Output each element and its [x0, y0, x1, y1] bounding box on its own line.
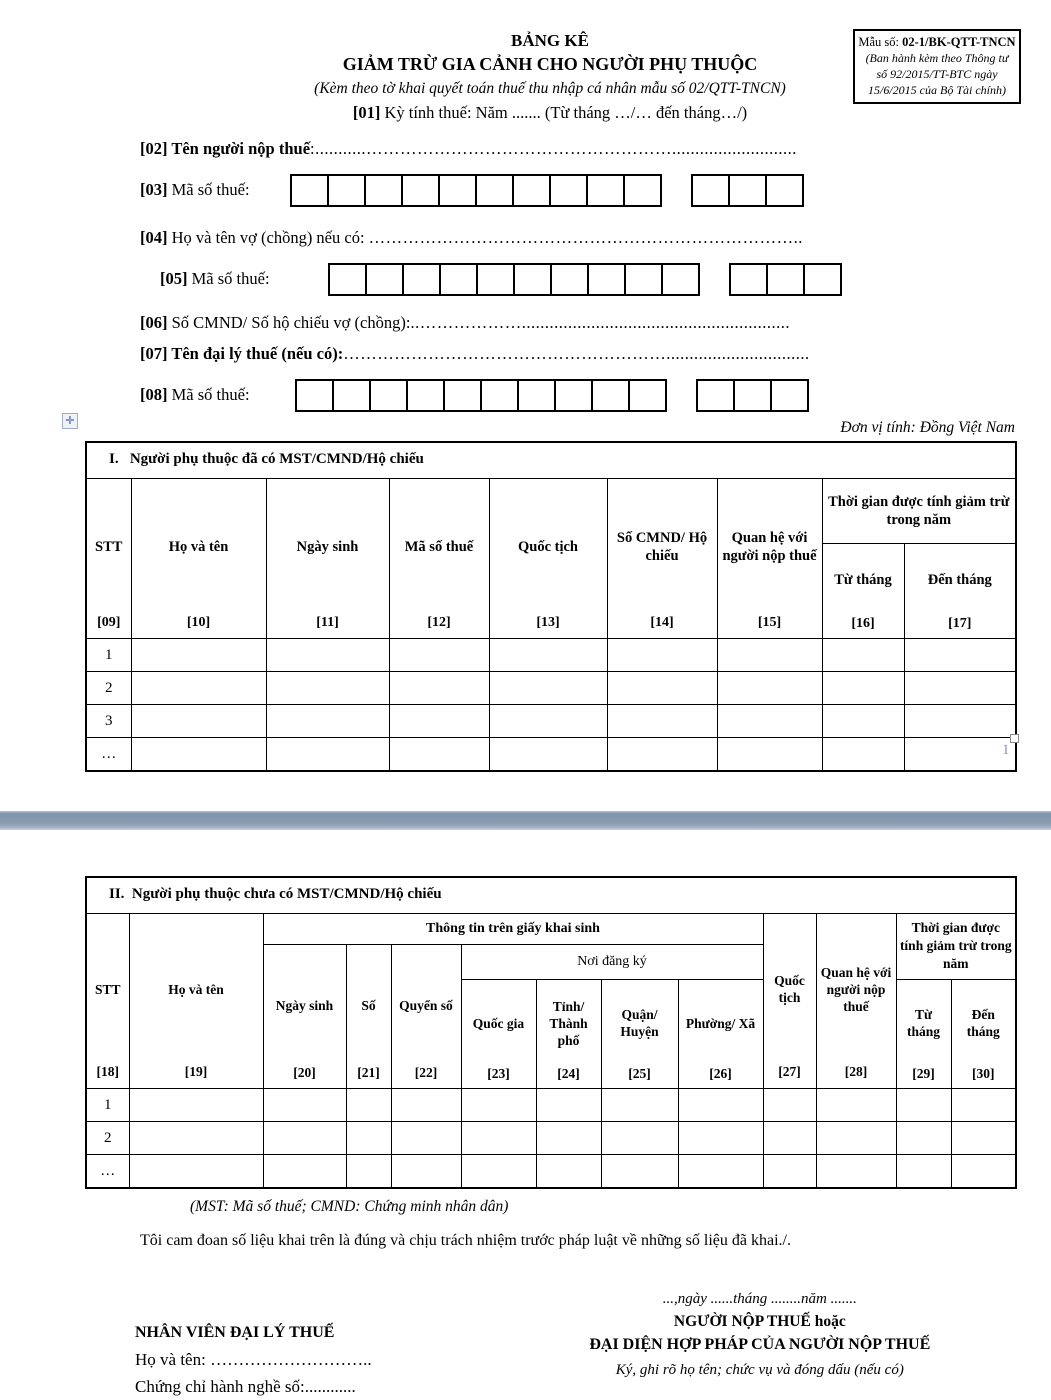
col-label: Tỉnh/ Thành phố [549, 998, 588, 1048]
tax-agent-cert-line[interactable]: Chứng chỉ hành nghề số:............ [135, 1377, 356, 1396]
table-cell[interactable] [129, 1122, 263, 1155]
mst-digit-box[interactable] [406, 379, 445, 412]
table-cell[interactable] [489, 738, 607, 772]
mst-digit-box[interactable] [332, 379, 371, 412]
col-number: [24] [557, 1066, 580, 1081]
table-cell[interactable] [601, 1122, 678, 1155]
table-dependents-without-id [85, 876, 1017, 1189]
form-box-note-3: 15/6/2015 của Bộ Tài chính) [868, 83, 1006, 97]
table2-group-birth-certificate [263, 914, 763, 945]
table-cell[interactable] [263, 1155, 346, 1189]
field-02-taxpayer-name [140, 137, 1015, 161]
mst-digit-box[interactable] [364, 174, 403, 207]
form-number-code: 02-1/BK-QTT-TNCN [902, 35, 1016, 49]
col-label: Quan hệ với người nộp thuế [722, 530, 817, 564]
table-cell[interactable] [951, 1122, 1016, 1155]
mst-digit-box[interactable] [438, 174, 477, 207]
table-dependents-with-id [85, 441, 1017, 772]
field-05-mst-boxes-main [328, 263, 700, 296]
table-cell[interactable] [951, 1155, 1016, 1189]
field-06-fill-line[interactable]: ..……………….......................................................... [410, 313, 790, 332]
table-cell[interactable] [346, 1089, 391, 1122]
mst-digit-box[interactable] [766, 263, 805, 296]
mst-digit-box[interactable] [624, 263, 663, 296]
table-cell[interactable] [346, 1155, 391, 1189]
table-cell[interactable] [389, 639, 489, 672]
row-index: 2 [86, 672, 131, 705]
col-number: [15] [757, 615, 782, 630]
table2-section-title: II. Người phụ thuộc chưa có MST/CMND/Hộ chiếu [86, 877, 1016, 914]
table-cell[interactable] [601, 1155, 678, 1189]
table-cell[interactable] [461, 1155, 536, 1189]
col-number: [13] [536, 615, 560, 630]
table-cell[interactable] [266, 738, 389, 772]
col-label: Đến tháng [966, 1007, 1000, 1039]
mst-digit-box[interactable] [733, 379, 772, 412]
col-number: [25] [628, 1066, 651, 1081]
field-07-number: [07] [140, 344, 168, 363]
table-cell[interactable] [266, 705, 389, 738]
mst-digit-box[interactable] [803, 263, 842, 296]
table-cell[interactable] [822, 672, 904, 705]
col-label: Quốc tịch [517, 539, 578, 555]
field-03-label-wrap [140, 180, 290, 200]
table-cell[interactable] [391, 1089, 461, 1122]
field-06-spouse-id [140, 311, 1015, 335]
table-cell[interactable] [678, 1122, 763, 1155]
group-label: Thời gian được tính giảm trừ trong năm [899, 920, 1012, 971]
col-label: STT [94, 981, 121, 997]
field-08-label-wrap [140, 385, 295, 405]
table-cell[interactable] [389, 738, 489, 772]
field-08-mst-boxes-main [295, 379, 667, 412]
table-resize-handle[interactable] [1010, 734, 1019, 743]
table-cell[interactable] [763, 1155, 816, 1189]
mst-digit-box[interactable] [554, 379, 593, 412]
table1-col-from-month [822, 544, 904, 639]
table-cell[interactable] [131, 738, 266, 772]
col-label: Họ và tên [168, 981, 224, 997]
tax-period-text[interactable]: Kỳ tính thuế: Năm ....... (Từ tháng …/… đến tháng…/) [380, 103, 748, 122]
field-03-number: [03] [140, 180, 168, 199]
field-03-label: Mã số thuế: [167, 180, 250, 199]
table2-col-nationality [763, 914, 816, 1089]
col-number: [14] [650, 615, 674, 630]
table2-group-deduction-period [896, 914, 1016, 980]
mst-digit-box[interactable] [401, 174, 440, 207]
form-box-note-1: (Ban hành kèm theo Thông tư [865, 51, 1009, 65]
mst-digit-box[interactable] [587, 263, 626, 296]
col-label: Số CMND/ Hộ chiếu [616, 530, 708, 564]
field-07-fill-line[interactable]: …………………………………………………............................... [343, 344, 810, 363]
field-04-number: [04] [140, 228, 168, 247]
mst-digit-box[interactable] [729, 263, 768, 296]
signature-instruction: Ký, ghi rõ họ tên; chức vụ và đóng dấu (nếu có) [615, 1362, 904, 1378]
form-title-line2: GIẢM TRỪ GIA CẢNH CHO NGƯỜI PHỤ THUỘC [342, 54, 758, 74]
col-label: Quan hệ với người nộp thuế [820, 964, 892, 1014]
table1-group-deduction-period [822, 479, 1016, 544]
row-index: 2 [86, 1122, 129, 1155]
table1-col-stt [86, 479, 131, 639]
col-number: [27] [778, 1064, 801, 1079]
mst-digit-box[interactable] [512, 174, 551, 207]
field-06-label: Số CMND/ Số hộ chiếu vợ (chồng): [167, 313, 411, 332]
col-number: [10] [186, 615, 211, 630]
field-08-number: [08] [140, 385, 168, 404]
table-cell[interactable] [904, 639, 1016, 672]
mst-digit-box[interactable] [691, 174, 730, 207]
mst-digit-box[interactable] [480, 379, 519, 412]
table-cell[interactable] [717, 672, 822, 705]
field-08-tax-code [140, 378, 1015, 412]
field-05-mst-boxes-sub [729, 263, 842, 296]
form-box-note-2: số 92/2015/TT-BTC ngày [876, 67, 998, 81]
table1-col-taxcode [389, 479, 489, 639]
table-cell[interactable] [904, 705, 1016, 738]
table2-group-registration-place [461, 945, 763, 980]
col-label: Ngày sinh [275, 997, 334, 1013]
table-cell[interactable] [717, 738, 822, 772]
table-cell[interactable] [816, 1155, 896, 1189]
table-cell[interactable] [896, 1155, 951, 1189]
group-label: Nơi đăng ký [577, 954, 647, 969]
table1-col-relationship [717, 479, 822, 639]
table-cell[interactable] [489, 639, 607, 672]
col-number: [16] [851, 616, 875, 631]
col-number: [19] [184, 1064, 208, 1079]
table-cell[interactable] [607, 738, 717, 772]
table-cell[interactable] [346, 1122, 391, 1155]
col-label: Quận/ Huyện [620, 1007, 659, 1039]
table-cell[interactable] [461, 1089, 536, 1122]
table-cell[interactable] [129, 1089, 263, 1122]
table2-col-fullname [129, 914, 263, 1089]
table1-row-etc [86, 738, 1016, 772]
row-index: 3 [86, 705, 131, 738]
mst-digit-box[interactable] [365, 263, 404, 296]
table2-col-relationship [816, 914, 896, 1089]
col-number: [22] [414, 1065, 438, 1080]
taxpayer-title-line2: ĐẠI DIỆN HỢP PHÁP CỦA NGƯỜI NỘP THUẾ [589, 1336, 931, 1353]
table2-col-from-month [896, 980, 951, 1089]
table-cell[interactable] [816, 1089, 896, 1122]
field-03-mst-boxes-main [290, 174, 662, 207]
table-cell[interactable] [601, 1089, 678, 1122]
mst-digit-box[interactable] [513, 263, 552, 296]
table-cell[interactable] [266, 672, 389, 705]
mst-digit-box[interactable] [290, 174, 329, 207]
table2-col-ward [678, 980, 763, 1089]
table2-row-2 [86, 1122, 1016, 1155]
table-cell[interactable] [391, 1155, 461, 1189]
mst-digit-box[interactable] [591, 379, 630, 412]
mst-digit-box[interactable] [402, 263, 441, 296]
table2-col-district [601, 980, 678, 1089]
table-cell[interactable] [131, 672, 266, 705]
mst-digit-box[interactable] [328, 263, 367, 296]
table-cell[interactable] [263, 1122, 346, 1155]
col-number: [23] [487, 1066, 510, 1081]
table-cell[interactable] [896, 1089, 951, 1122]
tax-period-line [85, 101, 1015, 125]
mst-digit-box[interactable] [628, 379, 667, 412]
table1-row-2 [86, 672, 1016, 705]
field-01-number: [01] [352, 103, 381, 122]
table-cell[interactable] [763, 1089, 816, 1122]
field-05-label-wrap [160, 269, 328, 289]
form-subtitle: (Kèm theo tờ khai quyết toán thuế thu nhập cá nhân mẫu số 02/QTT-TNCN) [314, 80, 786, 97]
field-04-spouse-name [140, 226, 1015, 250]
table-cell[interactable] [489, 672, 607, 705]
field-05-number: [05] [160, 269, 188, 288]
table-cell[interactable] [678, 1089, 763, 1122]
col-label: Từ tháng [834, 572, 892, 588]
col-number: [12] [427, 615, 451, 630]
table2-col-stt [86, 914, 129, 1089]
table1-col-fullname [131, 479, 266, 639]
col-number: [20] [293, 1065, 316, 1080]
field-02-fill-line[interactable]: :...........………………………………………………........................... [310, 139, 797, 158]
col-label: Họ và tên [168, 539, 229, 555]
table2-col-cert-number [346, 945, 391, 1089]
tax-agent-title: NHÂN VIÊN ĐẠI LÝ THUẾ [135, 1324, 335, 1341]
col-number: [26] [709, 1066, 732, 1081]
col-number: [30] [972, 1066, 995, 1081]
table-cell[interactable] [822, 738, 904, 772]
mst-digit-box[interactable] [295, 379, 334, 412]
taxpayer-signature-block [505, 1288, 1015, 1400]
mst-digit-box[interactable] [549, 174, 588, 207]
table-cell[interactable] [607, 705, 717, 738]
tax-agent-signature-block [85, 1288, 505, 1400]
col-number: [11] [316, 615, 339, 630]
table-cell[interactable] [607, 639, 717, 672]
table1-section-title: I. Người phụ thuộc đã có MST/CMND/Hộ chiếu [86, 442, 1016, 479]
group-label: Thông tin trên giấy khai sinh [426, 921, 600, 936]
table2-col-cert-book [391, 945, 461, 1089]
field-05-label: Mã số thuế: [187, 269, 270, 288]
table1-row-1 [86, 639, 1016, 672]
field-06-number: [06] [140, 313, 168, 332]
col-label: Phường/ Xã [685, 1015, 756, 1031]
page-number: 1 [1002, 742, 1010, 758]
signature-section [85, 1288, 1015, 1400]
field-08-label: Mã số thuế: [167, 385, 250, 404]
mst-digit-box[interactable] [476, 263, 515, 296]
table-cell[interactable] [822, 639, 904, 672]
declaration-text: Tôi cam đoan số liệu khai trên là đúng và chịu trách nhiệm trước pháp luật về những số liệu đã khai./. [140, 1232, 791, 1249]
col-number: [18] [96, 1064, 119, 1079]
field-02-label: Tên người nộp thuế [167, 139, 311, 158]
table1-col-id-passport [607, 479, 717, 639]
table-cell[interactable] [678, 1155, 763, 1189]
table-cell[interactable] [263, 1089, 346, 1122]
table-cell[interactable] [389, 672, 489, 705]
mst-digit-box[interactable] [550, 263, 589, 296]
mst-digit-box[interactable] [765, 174, 804, 207]
row-index: … [86, 1155, 129, 1189]
table-cell[interactable] [607, 672, 717, 705]
currency-unit-note: Đơn vị tính: Đồng Việt Nam [840, 419, 1015, 436]
table-cell[interactable] [266, 639, 389, 672]
mst-digit-box[interactable] [586, 174, 625, 207]
col-label: Từ tháng [906, 1007, 940, 1039]
table1-col-to-month [904, 544, 1016, 639]
mst-digit-box[interactable] [369, 379, 408, 412]
form-number-label: Mẫu số: [858, 35, 900, 49]
col-number: [17] [948, 616, 972, 631]
tax-agent-name-line[interactable]: Họ và tên: ……………………….. [135, 1350, 372, 1369]
row-index: 1 [86, 1089, 129, 1122]
col-number: [09] [97, 615, 121, 630]
table-cell[interactable] [816, 1122, 896, 1155]
table-cell[interactable] [904, 672, 1016, 705]
table-cell[interactable] [536, 1089, 601, 1122]
table-cell[interactable] [717, 639, 822, 672]
mst-digit-box[interactable] [770, 379, 809, 412]
field-03-mst-boxes-sub [691, 174, 804, 207]
mst-digit-box[interactable] [475, 174, 514, 207]
col-label: Ngày sinh [296, 539, 359, 555]
field-03-tax-code [140, 173, 1015, 207]
field-04-fill-line[interactable]: ………………………………………………………………….. [368, 228, 803, 247]
form-number-line [857, 34, 1017, 50]
field-07-label: Tên đại lý thuế (nếu có): [167, 344, 344, 363]
field-07-tax-agent-name [140, 342, 1015, 366]
mst-digit-box[interactable] [327, 174, 366, 207]
mst-digit-box[interactable] [728, 174, 767, 207]
table2-col-to-month [951, 980, 1016, 1089]
mst-digit-box[interactable] [696, 379, 735, 412]
table-cell[interactable] [717, 705, 822, 738]
col-number: [29] [912, 1066, 935, 1081]
mst-digit-box[interactable] [439, 263, 478, 296]
table-cell[interactable] [536, 1122, 601, 1155]
col-label: Quyển số [399, 997, 453, 1013]
table-cell[interactable] [129, 1155, 263, 1189]
field-05-tax-code [160, 262, 1015, 296]
table2-col-birthdate [263, 945, 346, 1089]
taxpayer-title-line1: NGƯỜI NỘP THUẾ hoặc [673, 1313, 846, 1330]
table1-col-nationality [489, 479, 607, 639]
form-number-box [853, 29, 1021, 104]
table2-col-province [536, 980, 601, 1089]
table-cell[interactable] [536, 1155, 601, 1189]
table-cell[interactable] [904, 738, 1016, 772]
page-break-divider [0, 811, 1051, 830]
group-label: Thời gian được tính giảm trừ trong năm [828, 494, 1010, 528]
table2-col-country [461, 980, 536, 1089]
table-cell[interactable] [131, 639, 266, 672]
table-cell[interactable] [951, 1089, 1016, 1122]
field-04-label: Họ và tên vợ (chồng) nếu có: [167, 228, 369, 247]
col-number: [21] [357, 1065, 380, 1080]
field-08-mst-boxes-sub [696, 379, 809, 412]
table2-row-etc [86, 1155, 1016, 1189]
table-cell[interactable] [822, 705, 904, 738]
table-cell[interactable] [763, 1122, 816, 1155]
table-cell[interactable] [131, 705, 266, 738]
col-label: Mã số thuế [404, 539, 474, 555]
table-cell[interactable] [461, 1122, 536, 1155]
col-label: Đến tháng [927, 572, 992, 588]
table-move-handle-icon[interactable]: ✛ [62, 413, 78, 429]
mst-digit-box[interactable] [623, 174, 662, 207]
col-label: Quốc tịch [774, 973, 805, 1005]
field-02-number: [02] [140, 139, 168, 158]
table1-col-birthdate [266, 479, 389, 639]
row-index: 1 [86, 639, 131, 672]
col-label: STT [95, 539, 123, 555]
table1-row-3 [86, 705, 1016, 738]
table-cell[interactable] [489, 705, 607, 738]
table-cell[interactable] [391, 1122, 461, 1155]
row-index: … [86, 738, 131, 772]
abbreviation-note: (MST: Mã số thuế; CMND: Chứng minh nhân dân) [190, 1198, 509, 1215]
form-title-line1: BẢNG KÊ [511, 31, 589, 50]
col-label: Số [361, 997, 376, 1013]
table-cell[interactable] [896, 1122, 951, 1155]
signature-date-line[interactable]: ...,ngày ......tháng ........năm ....... [662, 1291, 857, 1307]
col-label: Quốc gia [472, 1015, 525, 1031]
col-number: [28] [844, 1064, 868, 1079]
mst-digit-box[interactable] [661, 263, 700, 296]
table2-row-1 [86, 1089, 1016, 1122]
mst-digit-box[interactable] [517, 379, 556, 412]
table-cell[interactable] [389, 705, 489, 738]
mst-digit-box[interactable] [443, 379, 482, 412]
